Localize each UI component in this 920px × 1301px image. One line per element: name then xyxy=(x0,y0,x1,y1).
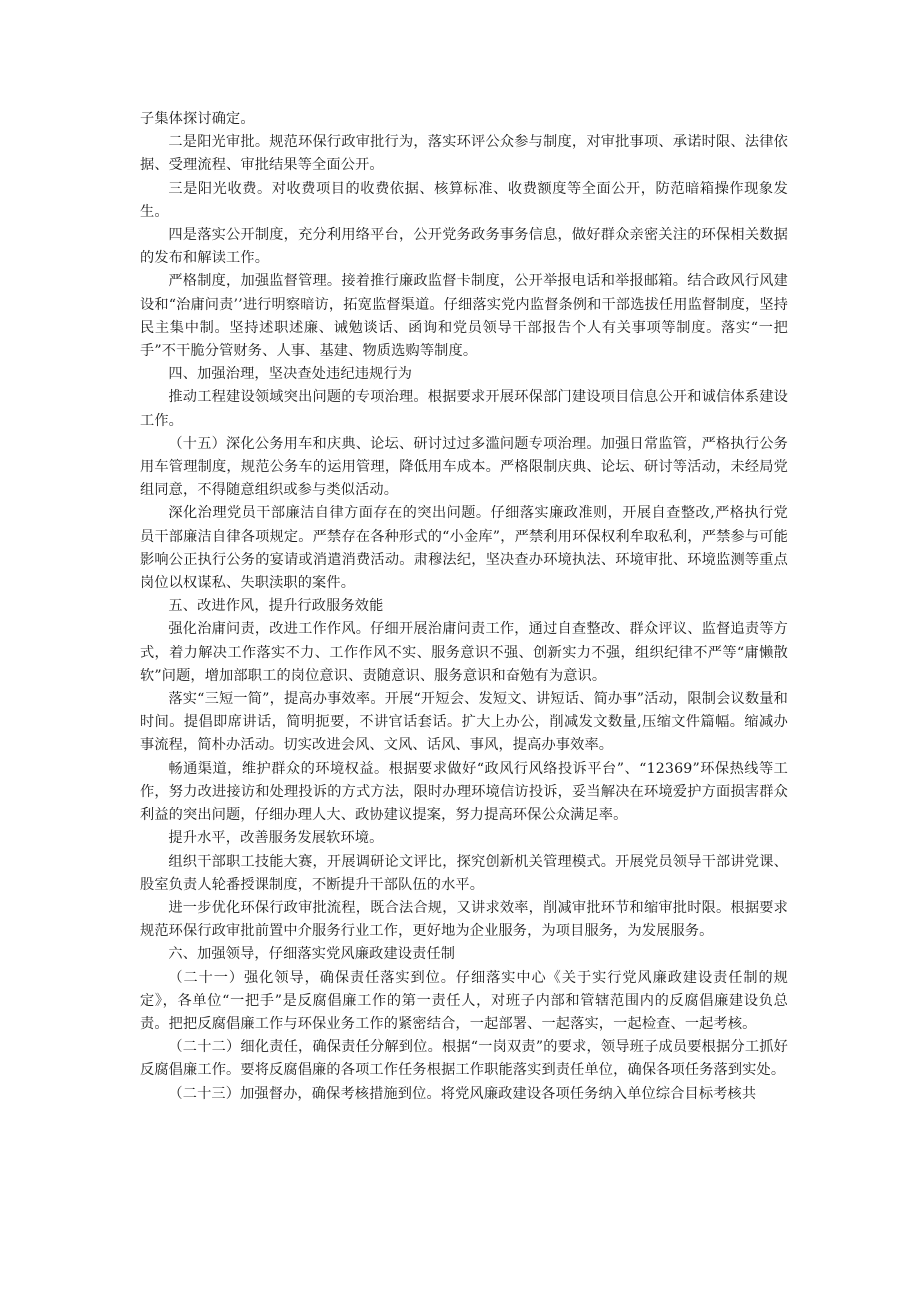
paragraph: 进一步优化环保行政审批流程，既合法合规，又讲求效率，削减审批环节和缩审批时限。根据要求规范环保行政审批前置中介服务行业工作，更好地为企业服务，为项目服务，为发展服务。 xyxy=(140,899,788,940)
section-heading: 四、加强治理，坚决查处违纪违规行为 xyxy=(168,366,413,383)
paragraph: （十五）深化公务用车和庆典、论坛、研讨过过多滥问题专项治理。加强日常监管，严格执行公务用车管理制度，规范公务车的运用管理，降低用车成本。严格限制庆典、论坛、研讨等活动，未经局党组同意，不得随意组织或参与类似活动。 xyxy=(140,435,788,499)
document-body xyxy=(140,108,788,1106)
paragraph: 强化治庸问责，改进工作作风。仔细开展治庸问责工作，通过自查整改、群众评议、监督追责等方式，着力解决工作落实不力、工作作风不实、服务意识不强、创新实力不强，组织纪律不严等“庸懒散软”问题，增加部职工的岗位意识、责随意识、服务意识和奋勉有为意识。 xyxy=(140,621,788,684)
paragraph: 畅通渠道，维护群众的环境权益。根据要求做好“政风行风络投诉平台”、“12369”环保热线等工作，努力改进接访和处理投诉的方式方法，限时办理环境信访投诉，妥当解决在环境爱护方面损害群众利益的突出问题，仔细办理人大、政协建议提案，努力提高环保公众满足率。 xyxy=(140,760,788,824)
paragraph: （二十一）强化领导，确保责任落实到位。仔细落实中心《关于实行党风廉政建设责任制的规定》，各单位“一把手”是反腐倡廉工作的第一责任人，对班子内部和管辖范围内的反腐倡廉建设负总责。把把反腐倡廉工作与环保业务工作的紧密结合，一起部署、一起落实，一起检查、一起考核。 xyxy=(140,969,788,1032)
paragraph: 组织干部职工技能大赛，开展调研论文评比，探究创新机关管理模式。开展党员领导干部讲党课、股室负责人轮番授课制度，不断提升干部队伍的水平。 xyxy=(140,853,788,893)
section-heading: 六、加强领导，仔细落实党风廉政建设责任制 xyxy=(168,946,456,963)
paragraph: 二是阳光审批。规范环保行政审批行为，落实环评公众参与制度，对审批事项、承诺时限、法律依据、受理流程、审批结果等全面公开。 xyxy=(140,134,788,174)
paragraph: 推动工程建设领域突出问题的专项治理。根据要求开展环保部门建设项目信息公开和诚信体系建设工作。 xyxy=(140,389,788,429)
paragraph: （二十三）加强督办，确保考核措施到位。将党风廉政建设各项任务纳入单位综合目标考核共 xyxy=(168,1085,757,1102)
paragraph: 落实“三短一简”，提高办事效率。开展“开短会、发短文、讲短话、简办事”活动，限制会议数量和时间。提倡即席讲话，简明扼要，不讲官话套话。扩大上办公，削减发文数量,压缩文件篇幅。缩减办事流程，简朴办活动。切实改进会风、文风、话风、事风，提高办事效率。 xyxy=(140,691,788,754)
paragraph: （二十二）细化责任，确保责任分解到位。根据“一岗双责”的要求，领导班子成员要根据分工抓好反腐倡廉工作。要将反腐倡廉的各项工作任务根据工作职能落实到责任单位，确保各项任务落到实处。 xyxy=(140,1039,788,1079)
paragraph: 深化治理党员干部廉洁自律方面存在的突出问题。仔细落实廉政准则，开展自查整改,严格执行党员干部廉洁自律各项规定。严禁存在各种形式的“小金库”，严禁利用环保权利牟取私利，严禁参与可能影响公正执行公务的宴请或消遣消费活动。肃穆法纪，坚决查办环境执法、环境审批、环境监测等重点岗位以权谋私、失职渎职的案件。 xyxy=(140,505,788,592)
paragraph: 子集体探讨确定。 xyxy=(140,111,255,127)
paragraph: 严格制度，加强监督管理。接着推行廉政监督卡制度，公开举报电话和举报邮箱。结合政风行风建设和“治庸问责’’进行明察暗访，拓宽监督渠道。仔细落实党内监督条例和干部选拔任用监督制度，坚持民主集中制。坚持述职述廉、诫勉谈话、函询和党员领导干部报告个人有关事项等制度。落实“一把手”不干脆分管财务、人事、基建、物质选购等制度。 xyxy=(140,273,788,360)
section-heading: 五、改进作风，提升行政服务效能 xyxy=(168,598,384,615)
paragraph: 三是阳光收费。对收费项目的收费依据、核算标准、收费额度等全面公开，防范暗箱操作现象发生。 xyxy=(140,180,788,220)
paragraph: 四是落实公开制度，充分利用络平台，公开党务政务事务信息，做好群众亲密关注的环保相关数据的发布和解读工作。 xyxy=(140,227,788,267)
paragraph: 提升水平，改善服务发展软环境。 xyxy=(168,830,384,847)
